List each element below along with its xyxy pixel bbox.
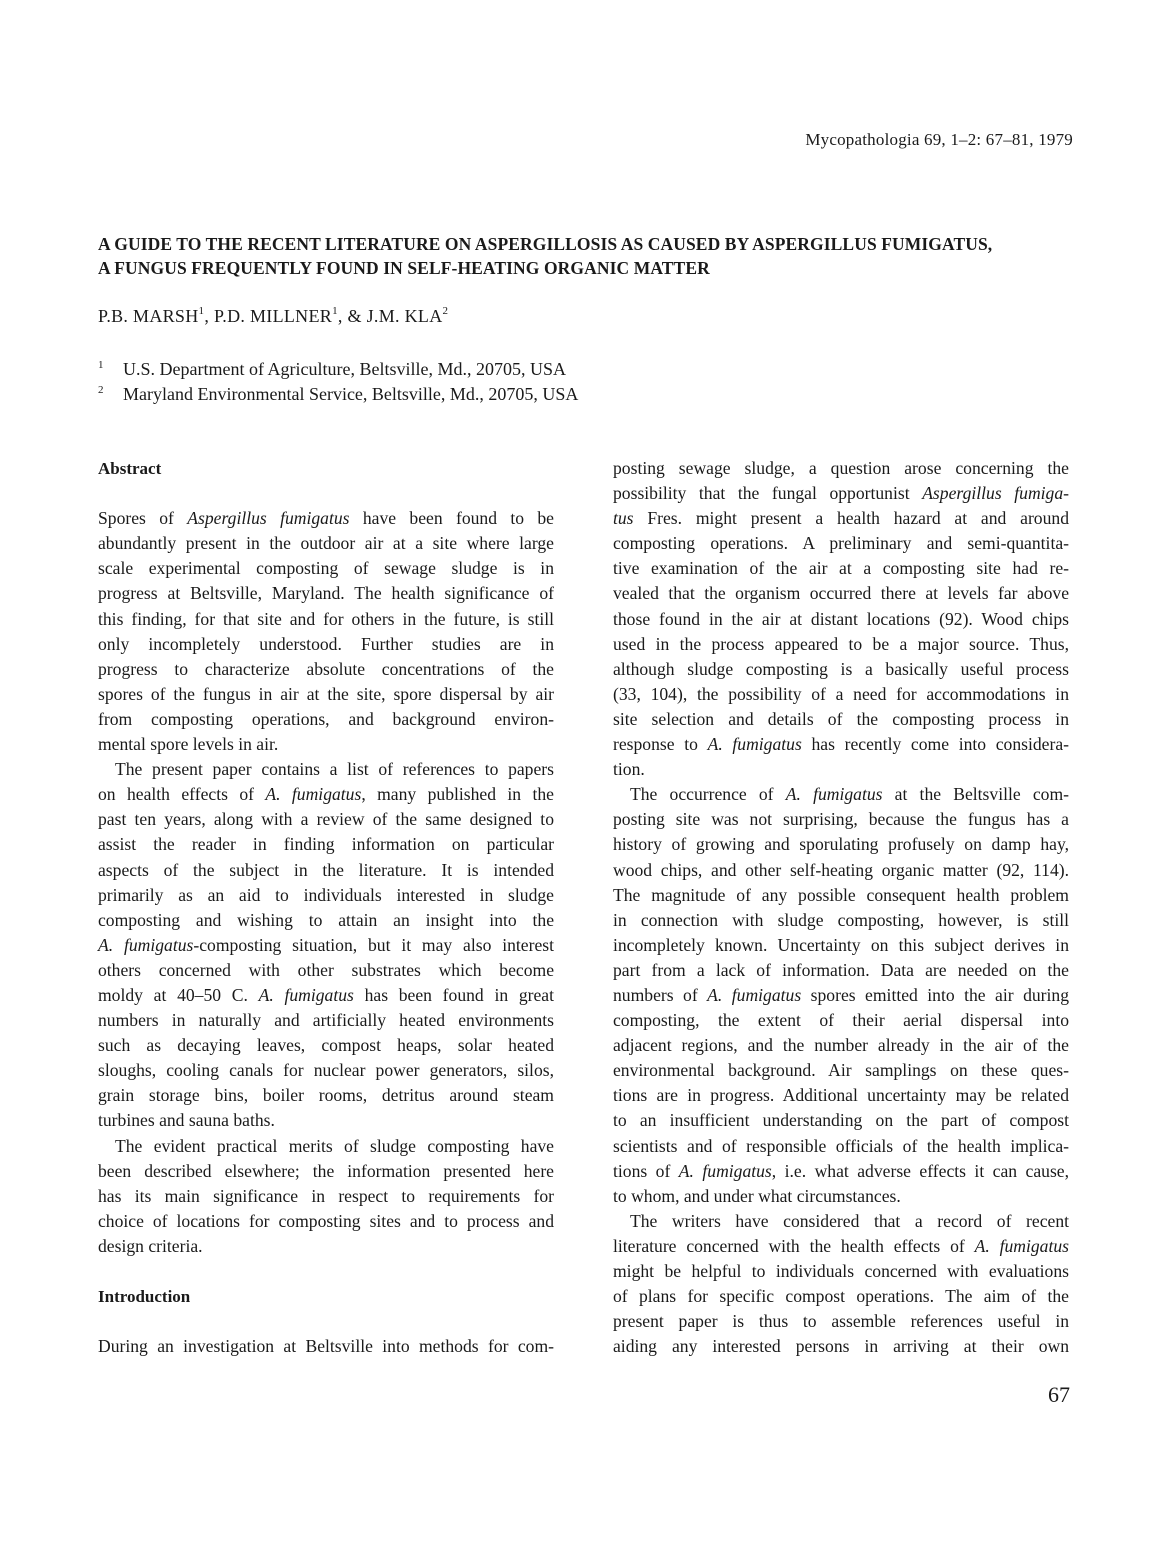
text-line: although sludge composting is a basically useful process (613, 658, 1069, 679)
author-affil-mark: 1 (198, 305, 205, 317)
text-line: aiding any interested persons in arriving at their own (613, 1336, 1069, 1357)
text-line: those found in the air at distant locations (92). Wood chips (613, 608, 1069, 629)
page-number: 67 (1048, 1382, 1070, 1407)
text-line: tus Fres. might present a health hazard at and around (613, 508, 1069, 529)
author-affil-mark: 1 (332, 305, 338, 317)
author-name: J.M. KLA (366, 306, 443, 326)
italic-term: Aspergillus fumigatus (187, 508, 350, 529)
text-line: others concerned with other substrates which become (98, 959, 554, 980)
text-line: possibility that the fungal opportunist Aspergillus fumiga- (613, 483, 1069, 504)
author-separator: , & (337, 306, 367, 326)
text-line: (33, 104), the possibility of a need for accommodations in (613, 683, 1069, 704)
text-line: from composting operations, and background environ- (98, 708, 554, 729)
text-line: sloughs, cooling canals for nuclear power generators, silos, (98, 1060, 554, 1081)
text-line: vealed that the organism occurred there at levels far above (613, 583, 1069, 604)
author-name: P.B. MARSH (98, 306, 199, 326)
text-line: turbines and sauna baths. (98, 1110, 275, 1131)
italic-term: Aspergillus fumiga- (922, 483, 1069, 504)
text-line: literature concerned with the health effects of A. fumigatus (613, 1235, 1069, 1256)
text-line: abundantly present in the outdoor air at a site where large (98, 533, 554, 554)
text-line: been described elsewhere; the information presented here (98, 1160, 554, 1181)
affiliation-text: Maryland Environmental Service, Beltsville, Md., 20705, USA (123, 384, 579, 404)
abstract-heading: Abstract (98, 459, 162, 478)
italic-term: A. fumigatus (678, 1160, 772, 1181)
text-line: might be helpful to individuals concerned with evaluations (613, 1261, 1069, 1281)
text-line: this finding, for that site and for others in the future, is still (98, 608, 554, 629)
text-line: only incompletely understood. Further studies are in (98, 633, 554, 654)
italic-term: tus (613, 508, 634, 529)
italic-term: A. fumigatus (258, 984, 354, 1005)
italic-term: A. fumigatus (98, 934, 194, 955)
italic-term: A. fumigatus (707, 734, 802, 755)
text-line: to an insufficient understanding on the part of compost (613, 1110, 1069, 1131)
text-line: such as decaying leaves, compost heaps, solar heated (98, 1035, 554, 1056)
abstract-body (98, 506, 554, 1259)
text-line: has its main significance in respect to requirements for (98, 1185, 554, 1206)
text-line: moldy at 40–50 C. A. fumigatus has been found in great (98, 984, 554, 1005)
text-line: choice of locations for composting sites and to process and (98, 1210, 554, 1231)
title-line-2: A FUNGUS FREQUENTLY FOUND IN SELF-HEATING ORGANIC MATTER (98, 258, 710, 278)
text-line: scientists and of responsible officials of the health implica- (613, 1135, 1069, 1156)
author-name: P.D. MILLNER (213, 306, 333, 326)
text-line: in connection with sludge composting, however, is still (613, 909, 1069, 930)
text-line: wood chips, and other self-heating organic matter (92, 114). (613, 859, 1069, 880)
text-line: tion. (613, 759, 645, 780)
affiliation (98, 382, 578, 407)
text-line: on health effects of A. fumigatus, many published in the (98, 784, 554, 805)
text-line: of plans for specific compost operations. The aim of the (613, 1286, 1069, 1307)
text-line: progress at Beltsville, Maryland. The health significance of (98, 583, 554, 604)
text-line: to whom, and under what circumstances. (613, 1185, 901, 1206)
affiliation-text: U.S. Department of Agriculture, Beltsville, Md., 20705, USA (123, 359, 566, 379)
text-line: environmental background. Air samplings on these ques- (613, 1060, 1069, 1081)
right-column (613, 456, 1069, 1359)
text-line: used in the process appeared to be a major source. Thus, (613, 633, 1069, 654)
text-line: A. fumigatus-composting situation, but it may also interest (98, 934, 554, 955)
author-list (98, 306, 448, 327)
text-line: scale experimental composting of sewage sludge is in (98, 558, 554, 579)
article-title (98, 232, 1088, 280)
text-line: present paper is thus to assemble references useful in (613, 1311, 1069, 1332)
text-line: design criteria. (98, 1235, 203, 1256)
text-line: spores of the fungus in air at the site, spore dispersal by air (98, 683, 554, 704)
left-column (98, 456, 554, 1359)
title-line-1: A GUIDE TO THE RECENT LITERATURE ON ASPERGILLOSIS AS CAUSED BY ASPERGILLUS FUMIGATUS, (98, 234, 993, 254)
text-line: numbers in naturally and artificially heated environments (98, 1010, 554, 1031)
affiliations (98, 357, 578, 407)
affiliation (98, 357, 578, 382)
text-line: Spores of Aspergillus fumigatus have been found to be (98, 508, 554, 529)
text-line: The present paper contains a list of references to papers (115, 759, 554, 780)
italic-term: A. fumigatus (785, 784, 883, 805)
text-line: tions are in progress. Additional uncertainty may be related (613, 1085, 1069, 1106)
introduction-heading: Introduction (98, 1287, 191, 1307)
text-line: response to A. fumigatus has recently come into considera- (613, 734, 1070, 755)
text-line: adjacent regions, and the number already in the air of the (613, 1035, 1069, 1056)
text-line: history of growing and sporulating profusely on damp hay, (613, 834, 1069, 855)
text-line: mental spore levels in air. (98, 734, 279, 755)
text-line: part from a lack of information. Data are needed on the (613, 959, 1069, 980)
affiliation-number: 2 (98, 384, 104, 396)
text-line: The evident practical merits of sludge composting have (115, 1135, 554, 1156)
text-line: The writers have considered that a record of recent (630, 1210, 1069, 1231)
text-line: primarily as an aid to individuals interested in sludge (98, 884, 554, 905)
text-line: During an investigation at Beltsville into methods for com- (98, 1336, 554, 1357)
author-affil-mark: 2 (442, 305, 449, 317)
text-line: aspects of the subject in the literature. It is intended (98, 859, 554, 880)
text-line: site selection and details of the composting process in (613, 708, 1069, 729)
text-line: composting, the extent of their aerial dispersal into (613, 1010, 1069, 1031)
text-line: composting operations. A preliminary and semi-quantita- (613, 533, 1069, 554)
text-line: The occurrence of A. fumigatus at the Beltsville com- (630, 784, 1070, 805)
affiliation-number: 1 (98, 359, 104, 371)
text-line: assist the reader in finding information on particular (98, 834, 554, 855)
text-line: numbers of A. fumigatus spores emitted into the air during (613, 984, 1070, 1005)
introduction-body-right (613, 456, 1069, 1359)
text-line: grain storage bins, boiler rooms, detritus around steam (98, 1085, 554, 1106)
text-line: tive examination of the air at a composting site had re- (613, 558, 1069, 579)
introduction-body-left (98, 1334, 554, 1359)
text-line: posting sewage sludge, a question arose concerning the (613, 458, 1069, 478)
text-line: posting site was not surprising, because the fungus has a (613, 809, 1069, 830)
text-line: composting and wishing to attain an insight into the (98, 909, 554, 930)
italic-term: A. fumigatus (707, 984, 802, 1005)
italic-term: A. fumigatus (974, 1235, 1069, 1256)
text-line: incompletely known. Uncertainty on this subject derives in (613, 934, 1069, 955)
text-line: progress to characterize absolute concentrations of the (98, 658, 554, 679)
italic-term: A. fumigatus (265, 784, 362, 805)
text-line: past ten years, along with a review of the same designed to (98, 809, 554, 830)
text-line: The magnitude of any possible consequent health problem (613, 884, 1069, 905)
author-separator: , (204, 306, 214, 326)
text-line: tions of A. fumigatus, i.e. what adverse effects it can cause, (613, 1160, 1069, 1181)
journal-reference: Mycopathologia 69, 1–2: 67–81, 1979 (805, 130, 1073, 149)
